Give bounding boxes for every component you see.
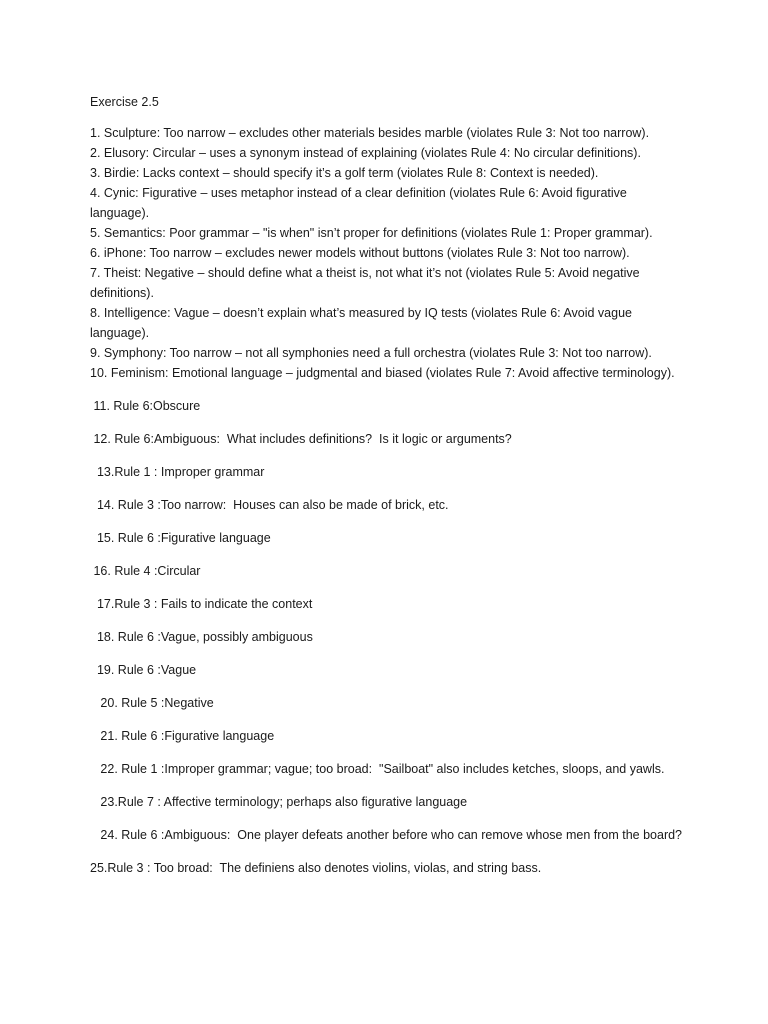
answer-22: 22. Rule 1 :Improper grammar; vague; too broad: "Sailboat" also includes ketches, sloops, and yawls. — [90, 762, 665, 776]
answer-25: 25.Rule 3 : Too broad: The definiens also denotes violins, violas, and string bass. — [90, 861, 542, 875]
answer-18: 18. Rule 6 :Vague, possibly ambiguous — [90, 630, 313, 644]
answer-21: 21. Rule 6 :Figurative language — [90, 729, 275, 743]
answer-15: 15. Rule 6 :Figurative language — [90, 531, 271, 545]
exercise-heading: Exercise 2.5 — [90, 95, 159, 109]
answer-10: 10. Feminism: Emotional language – judgmental and biased (violates Rule 7: Avoid affective terminology). — [90, 366, 675, 380]
document-page — [90, 92, 682, 891]
answer-3: 3. Birdie: Lacks context – should specify it’s a golf term (violates Rule 8: Context is needed). — [90, 166, 599, 180]
answer-11: 11. Rule 6:Obscure — [90, 399, 201, 413]
answer-list-part-1 — [90, 123, 682, 383]
answer-1: 1. Sculpture: Too narrow – excludes other materials besides marble (violates Rule 3: Not too narrow). — [90, 126, 650, 140]
answer-13: 13.Rule 1 : Improper grammar — [90, 465, 265, 479]
answer-8: 8. Intelligence: Vague – doesn’t explain what’s measured by IQ tests (violates Rule 6: Avoid vague language). — [90, 306, 632, 340]
answer-5: 5. Semantics: Poor grammar – "is when" isn’t proper for definitions (violates Rule 1: Proper grammar). — [90, 226, 653, 240]
answer-17: 17.Rule 3 : Fails to indicate the context — [90, 597, 313, 611]
answer-6: 6. iPhone: Too narrow – excludes newer models without buttons (violates Rule 3: Not too narrow). — [90, 246, 630, 260]
answer-19: 19. Rule 6 :Vague — [90, 663, 197, 677]
answer-24: 24. Rule 6 :Ambiguous: One player defeats another before who can remove whose men from the board? — [90, 828, 683, 842]
answer-2: 2. Elusory: Circular – uses a synonym instead of explaining (violates Rule 4: No circular definitions). — [90, 146, 641, 160]
answer-7: 7. Theist: Negative – should define what a theist is, not what it’s not (violates Rule 5: Avoid negative definitions). — [90, 266, 640, 300]
answer-4: 4. Cynic: Figurative – uses metaphor instead of a clear definition (violates Rule 6: Avoid figurative language). — [90, 186, 627, 220]
answer-9: 9. Symphony: Too narrow – not all symphonies need a full orchestra (violates Rule 3: Not too narrow). — [90, 346, 652, 360]
answer-16: 16. Rule 4 :Circular — [90, 564, 201, 578]
answer-list-part-2 — [90, 396, 682, 878]
answer-20: 20. Rule 5 :Negative — [90, 696, 214, 710]
answer-14: 14. Rule 3 :Too narrow: Houses can also be made of brick, etc. — [90, 498, 449, 512]
answer-23: 23.Rule 7 : Affective terminology; perhaps also figurative language — [90, 795, 468, 809]
answer-12: 12. Rule 6:Ambiguous: What includes definitions? Is it logic or arguments? — [90, 432, 512, 446]
